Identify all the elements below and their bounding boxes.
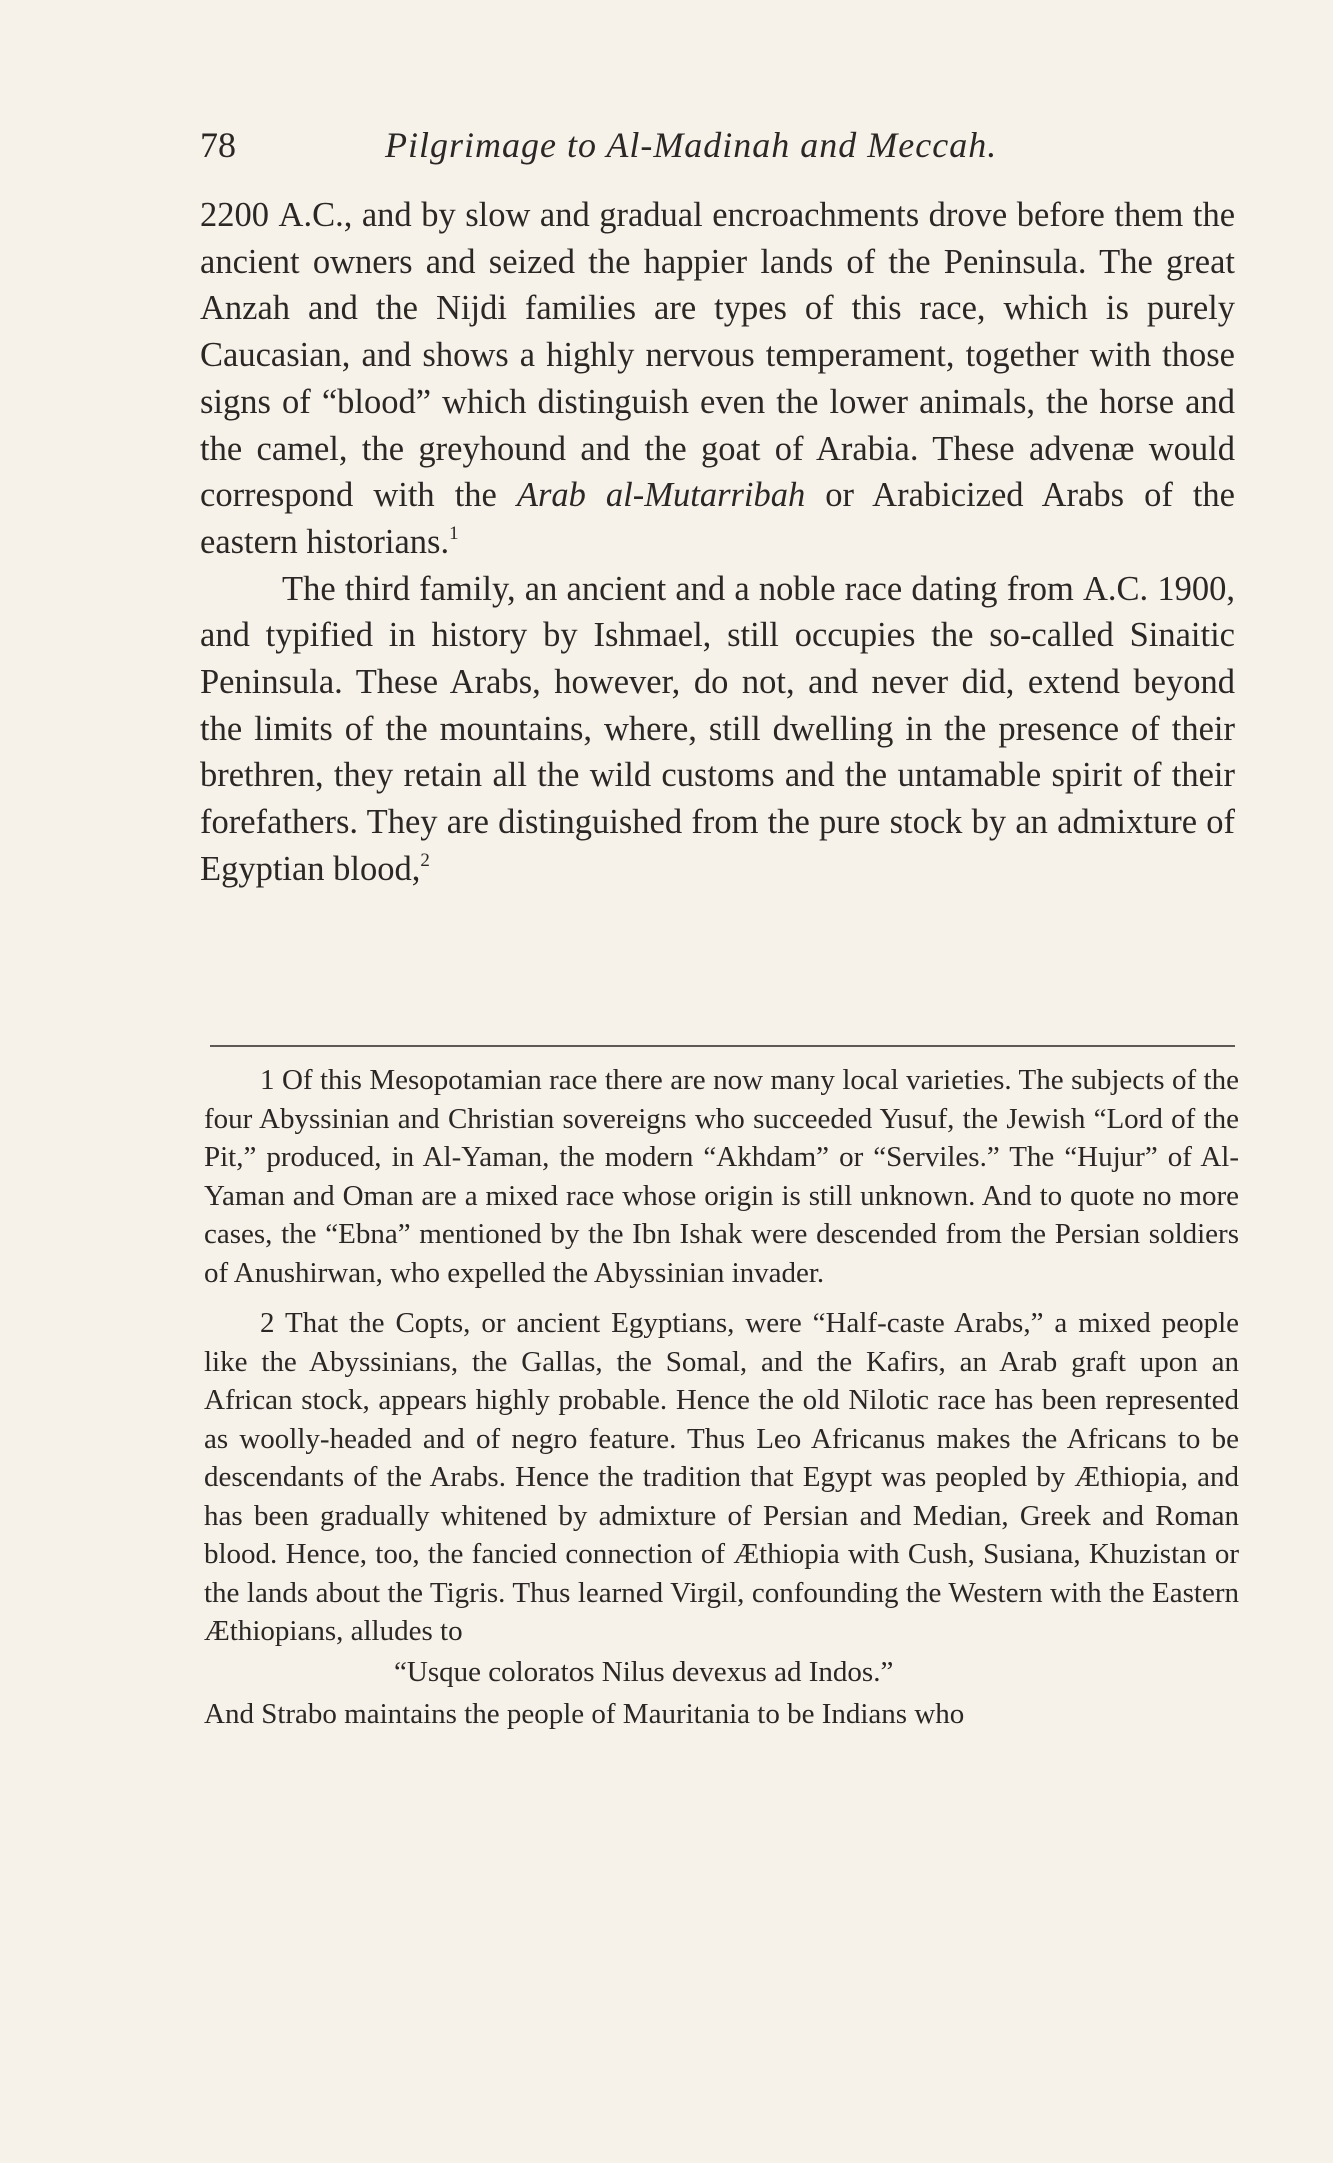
italic-term: Arab al-Mutarribah	[516, 476, 806, 515]
paragraph-text-end: or Arabicized Arabs of the eastern historians.	[200, 476, 1235, 561]
footnotes	[204, 1061, 1239, 1734]
paragraph-text-end: 1900, and typified in history by Ishmael, still occupies the so-called Sinaitic Peninsula. These Arabs, however, do not, and never did, extend beyond the limits of the mountains, where, still dwelling in the presence of their brethren, they retain all the wild customs and the untamable spirit of their forefathers. They are distinguished from the pure stock by an admixture of Egyptian blood,	[200, 569, 1236, 888]
paragraph-text: , and by slow and gradual encroachments drove before them the ancient owners and seized the happier lands of the Peninsula. The great Anzah and the Nijdi families are types of this race, which is purely Caucasian, and shows a highly nervous temperament, together with those signs of “blood” which distinguish even the lower animals, the horse and the camel, the greyhound and the goat of Arabia. These advenæ would correspond with the	[200, 196, 1236, 515]
footnote-2: 2 That the Copts, or ancient Egyptians, were “Half-caste Arabs,” a mixed people like the Abyssinians, the Gallas, the Somal, and the Kafirs, an Arab graft upon an African stock, appears highly probable. Hence the old Nilotic race has been represented as woolly-headed and of negro feature. Thus Leo Africanus makes the Africans to be descendants of the Arabs. Hence the tradition that Egypt was peopled by Æthiopia, and has been gradually whitened by admixture of Persian and Median, Greek and Roman blood. Hence, too, the fancied connection of Æthiopia with Cush, Susiana, Khuzistan or the lands about the Tigris. Thus learned Virgil, confounding the Western with the Eastern Æthiopians, alludes to	[204, 1307, 1239, 1647]
footnote-divider	[210, 1045, 1235, 1047]
era-abbreviation: A.C.	[1083, 569, 1149, 608]
paragraph-text: The third family, an ancient and a noble race dating from	[282, 569, 1083, 608]
footnote-1: 1 Of this Mesopotamian race there are now many local varieties. The subjects of the four Abyssinian and Christian sovereigns who succeeded Yusuf, the Jewish “Lord of the Pit,” produced, in Al-Yaman, the modern “Akhdam” or “Serviles.” The “Hujur” of Al-Yaman and Oman are a mixed race whose origin is still unknown. And to quote no more cases, the “Ebna” mentioned by the Ibn Ishak were descended from the Persian soldiers of Anushirwan, who expelled the Abyssinian invader.	[204, 1064, 1239, 1289]
footnote-ref-2: 2	[420, 849, 430, 871]
page-number: 78	[200, 125, 236, 165]
era-abbreviation: A.C.	[278, 196, 344, 234]
running-title: Pilgrimage to Al-Madinah and Meccah.	[385, 125, 998, 165]
date-number: 2200	[200, 196, 279, 234]
running-head	[200, 115, 1240, 175]
main-text	[200, 192, 1235, 893]
latin-quotation: “Usque coloratos Nilus devexus ad Indos.”	[394, 1655, 894, 1688]
paragraph-1	[200, 192, 1235, 566]
footnote-continuation: And Strabo maintains the people of Mauritania to be Indians who	[204, 1698, 965, 1730]
footnote-ref-1: 1	[449, 522, 459, 544]
paragraph-2	[200, 566, 1235, 893]
